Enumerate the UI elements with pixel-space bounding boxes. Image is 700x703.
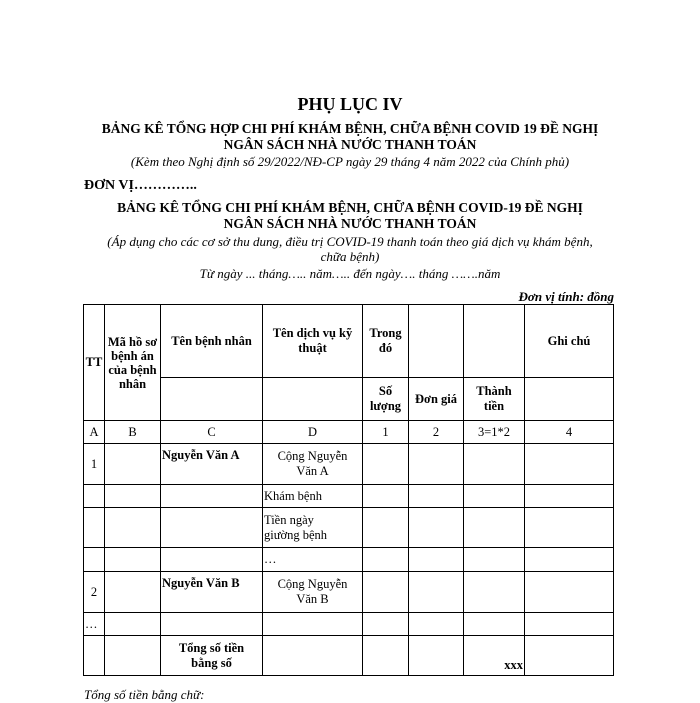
row-number (84, 636, 105, 676)
header-of-which (363, 305, 409, 378)
notes-cell (525, 572, 614, 613)
code-cell: 1 (363, 421, 409, 444)
total-label-line2: bằng số (191, 655, 232, 670)
subheader-empty (161, 378, 263, 421)
header-amount (464, 378, 525, 421)
row-number (84, 485, 105, 508)
patient-name-cell (161, 548, 263, 572)
amount-cell (464, 613, 525, 636)
notes-cell (525, 485, 614, 508)
record-code-cell (105, 444, 161, 485)
statement-subtitle-line2: NGÂN SÁCH NHÀ NƯỚC THANH TOÁN (223, 216, 477, 231)
quantity-cell (363, 508, 409, 548)
code-cell: C (161, 421, 263, 444)
header-empty (409, 305, 464, 378)
amount-cell (464, 508, 525, 548)
code-cell: A (84, 421, 105, 444)
code-row (84, 421, 614, 444)
statement-subtitle-line1: BẢNG KÊ TỔNG CHI PHÍ KHÁM BỆNH, CHỮA BỆNH COVID-19 ĐỀ NGHỊ (117, 200, 583, 215)
header-record-code-line1: Mã hồ sơ (107, 334, 158, 349)
quantity-cell (363, 636, 409, 676)
table-row (84, 508, 614, 548)
quantity-cell (363, 485, 409, 508)
apply-note (0, 234, 700, 264)
decree-note: (Kèm theo Nghị định số 29/2022/NĐ-CP ngày 29 tháng 4 năm 2022 của Chính phủ) (130, 154, 570, 169)
amount-cell (464, 548, 525, 572)
notes-cell (525, 444, 614, 485)
notes-cell (525, 636, 614, 676)
quantity-cell (363, 613, 409, 636)
header-notes: Ghi chú (525, 305, 614, 378)
code-cell: B (105, 421, 161, 444)
total-in-words-label: Tổng số tiền bằng chữ: (84, 687, 205, 702)
cost-table (83, 304, 614, 676)
table-row (84, 572, 614, 613)
apply-note-line2: chữa bệnh) (320, 249, 380, 264)
row-number (84, 508, 105, 548)
row-number: 2 (84, 572, 105, 613)
summary-subtitle-line2: NGÂN SÁCH NHÀ NƯỚC THANH TOÁN (223, 137, 477, 152)
service-cell: … (263, 548, 363, 572)
patient-name-cell (161, 485, 263, 508)
header-unit-price: Đơn giá (409, 378, 464, 421)
record-code-cell (105, 548, 161, 572)
header-record-code-line2: bệnh án (111, 348, 154, 363)
notes-cell (525, 548, 614, 572)
date-range: Từ ngày ... tháng….. năm….. đến ngày…. tháng …….năm (199, 266, 501, 281)
unit-price-cell (409, 508, 464, 548)
service-cell (263, 636, 363, 676)
header-service-line1: Tên dịch vụ kỹ (272, 326, 353, 340)
unit-price-cell (409, 613, 464, 636)
statement-subtitle (0, 200, 700, 232)
record-code-cell (105, 485, 161, 508)
table-row (84, 613, 614, 636)
record-code-cell (105, 636, 161, 676)
header-amount-line2: tiền (483, 399, 505, 413)
amount-cell (464, 485, 525, 508)
service-line1: Cộng Nguyễn (277, 577, 348, 591)
service-line2: Văn B (296, 592, 329, 606)
subheader-empty (525, 378, 614, 421)
header-service-line2: thuật (298, 341, 327, 355)
record-code-cell (105, 613, 161, 636)
row-number: 1 (84, 444, 105, 485)
header-patient-name: Tên bệnh nhân (161, 305, 263, 378)
header-of-which-line1: Trong (369, 326, 402, 340)
header-quantity-line1: Số (378, 384, 393, 398)
table-row (84, 444, 614, 485)
header-tt: TT (84, 305, 105, 421)
total-label (161, 636, 263, 676)
total-amount: xxx (464, 636, 525, 676)
amount-cell (464, 444, 525, 485)
page-title: PHỤ LỤC IV (297, 94, 403, 114)
subheader-empty (263, 378, 363, 421)
unit-price-cell (409, 444, 464, 485)
header-record-code-line4: nhân (118, 376, 147, 391)
service-cell (263, 508, 363, 548)
table-row (84, 485, 614, 508)
quantity-cell (363, 548, 409, 572)
row-number: … (84, 613, 105, 636)
amount-cell (464, 572, 525, 613)
service-cell (263, 613, 363, 636)
service-line1: Cộng Nguyễn (277, 449, 348, 463)
header-quantity (363, 378, 409, 421)
apply-note-line1: (Áp dụng cho các cơ sở thu dung, điều trị COVID-19 thanh toán theo giá dịch vụ khám bệnh, (107, 234, 593, 249)
subheader-row (84, 378, 614, 421)
record-code-cell (105, 508, 161, 548)
table-row (84, 548, 614, 572)
header-quantity-line2: lượng (369, 399, 402, 413)
summary-subtitle-line1: BẢNG KÊ TỔNG HỢP CHI PHÍ KHÁM BỆNH, CHỮA BỆNH COVID 19 ĐỀ NGHỊ (101, 121, 599, 136)
unit-label: ĐƠN VỊ………….. (84, 178, 197, 193)
header-service (263, 305, 363, 378)
service-cell: Khám bệnh (263, 485, 363, 508)
header-of-which-line2: đó (378, 341, 393, 355)
notes-cell (525, 508, 614, 548)
code-cell: 3=1*2 (464, 421, 525, 444)
service-line2: Văn A (296, 464, 329, 478)
currency-unit: Đơn vị tính: đồng (518, 289, 614, 304)
header-record-code (105, 305, 161, 421)
summary-subtitle (0, 121, 700, 153)
header-row (84, 305, 614, 378)
total-label-line1: Tổng số tiền (178, 640, 245, 655)
patient-name-cell: Nguyễn Văn A (161, 444, 263, 485)
service-cell (263, 572, 363, 613)
record-code-cell (105, 572, 161, 613)
header-empty (464, 305, 525, 378)
header-amount-line1: Thành (476, 384, 512, 398)
unit-price-cell (409, 636, 464, 676)
quantity-cell (363, 444, 409, 485)
unit-price-cell (409, 485, 464, 508)
code-cell: 2 (409, 421, 464, 444)
patient-name-cell (161, 613, 263, 636)
unit-price-cell (409, 572, 464, 613)
header-record-code-line3: của bệnh (108, 362, 157, 377)
code-cell: D (263, 421, 363, 444)
patient-name-cell (161, 508, 263, 548)
total-row (84, 636, 614, 676)
notes-cell (525, 613, 614, 636)
service-line1: Tiền ngày (264, 512, 314, 527)
service-cell (263, 444, 363, 485)
row-number (84, 548, 105, 572)
unit-price-cell (409, 548, 464, 572)
patient-name-cell: Nguyễn Văn B (161, 572, 263, 613)
quantity-cell (363, 572, 409, 613)
code-cell: 4 (525, 421, 614, 444)
service-line2: giường bệnh (264, 527, 328, 542)
